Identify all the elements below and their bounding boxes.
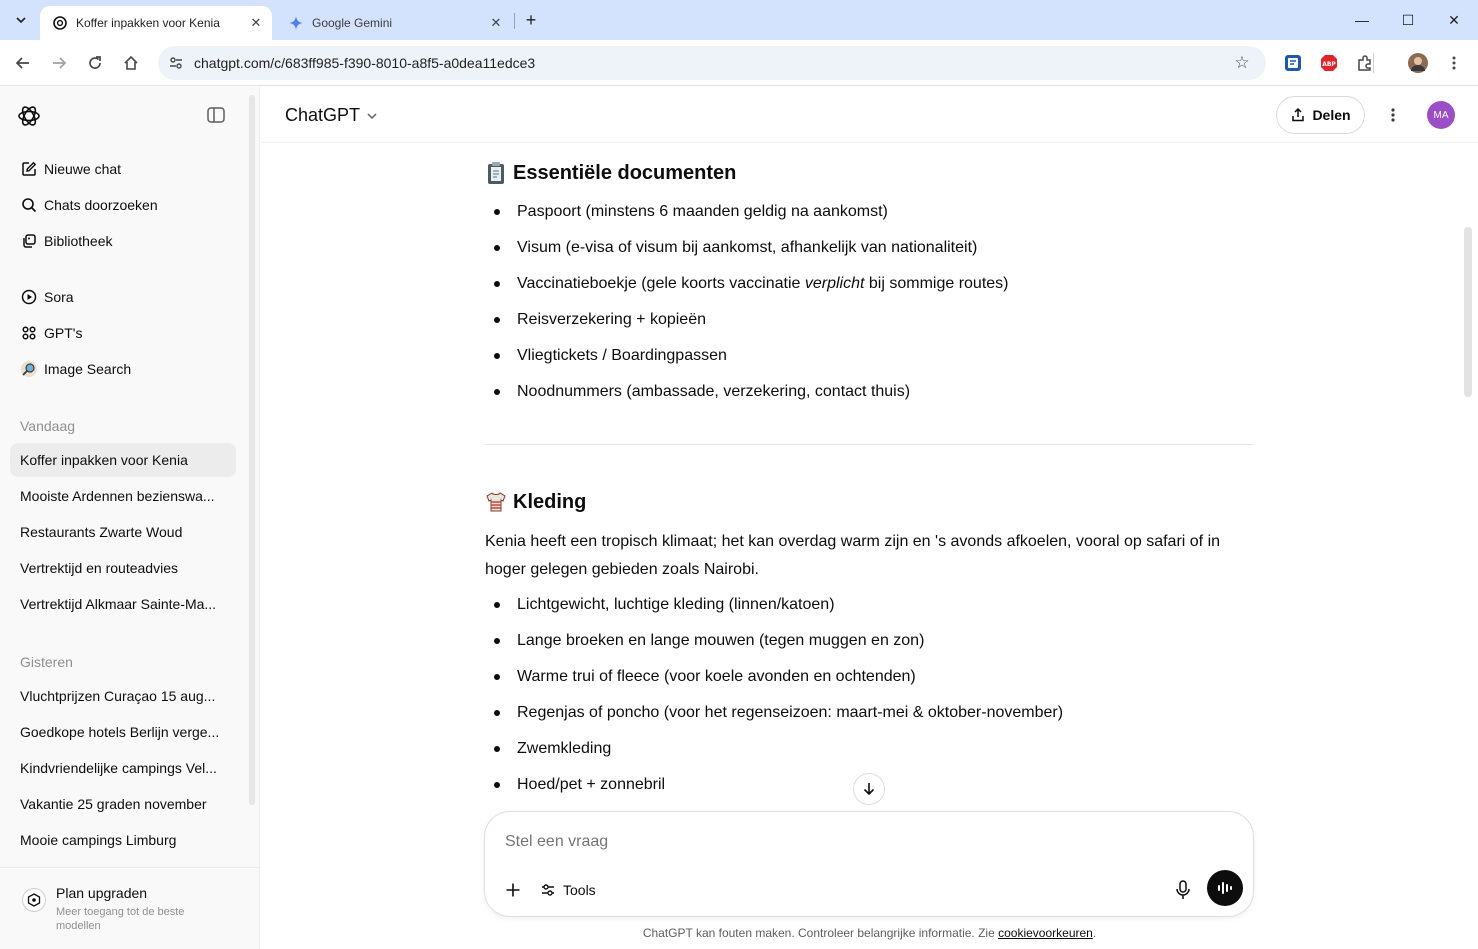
- tools-button[interactable]: [539, 876, 596, 904]
- list-item-text: Lichtgewicht, luchtige kleding (linnen/katoen): [517, 596, 835, 613]
- chat-title: Vertrektijd en routeadvies: [20, 560, 178, 576]
- more-options-button[interactable]: [1381, 103, 1405, 127]
- bullet-icon: [494, 245, 500, 251]
- chat-history-item[interactable]: [10, 479, 236, 513]
- plus-icon: +: [525, 9, 537, 30]
- plus-icon: [505, 882, 521, 898]
- list-item: [485, 623, 1255, 659]
- new-tab-button[interactable]: [520, 9, 542, 31]
- list-item: [485, 731, 1255, 767]
- new-chat-icon: [20, 160, 38, 178]
- chat-history-item[interactable]: [10, 679, 236, 713]
- arrow-down-icon: [862, 782, 876, 796]
- reload-button[interactable]: [82, 50, 108, 76]
- browser-toolbar: [0, 40, 1478, 86]
- bookmark-star-icon[interactable]: ☆: [1234, 53, 1250, 72]
- bullet-icon: [494, 317, 500, 323]
- bullet-icon: [494, 602, 500, 608]
- chat-history-item[interactable]: [10, 787, 236, 821]
- svg-text:ABP: ABP: [1322, 61, 1336, 68]
- cookie-preferences-link[interactable]: cookievoorkeuren: [998, 926, 1093, 940]
- sidebar: [0, 87, 260, 949]
- section-heading-clothing: [485, 490, 586, 514]
- list-item-text: Zwemkleding: [517, 740, 612, 757]
- library-icon: [20, 232, 38, 250]
- arrow-right-icon: [51, 55, 67, 71]
- more-vertical-icon: [1385, 107, 1401, 123]
- bullet-icon: [494, 389, 500, 395]
- chat-title: Goedkope hotels Berlijn verge...: [20, 724, 220, 740]
- section-heading-today: Vandaag: [20, 418, 76, 434]
- dictate-button[interactable]: [1171, 876, 1195, 904]
- close-icon[interactable]: ✕: [490, 15, 502, 30]
- sidebar-item-label: GPT's: [44, 325, 83, 341]
- sidebar-item-label: Chats doorzoeken: [44, 197, 158, 213]
- list-item-text: [517, 275, 1008, 293]
- upgrade-subtitle: Meer toegang tot de beste modellen: [56, 906, 185, 932]
- home-icon: [123, 55, 139, 71]
- upgrade-icon: [22, 888, 46, 912]
- section-heading-yesterday: Gisteren: [20, 654, 73, 670]
- sidebar-item-label: Bibliotheek: [44, 233, 113, 249]
- bullet-icon: [494, 782, 500, 788]
- paragraph-text: Kenia heeft een tropisch klimaat; het kan overdag warm zijn en 's avonds afkoelen, vooral op safari of in hoger gelegen gebieden zoals Nairobi.: [485, 533, 1221, 578]
- model-selector[interactable]: [285, 105, 378, 126]
- new-chat-button[interactable]: [10, 152, 236, 186]
- arrow-left-icon: [15, 55, 31, 71]
- disclaimer-end: .: [1092, 926, 1097, 940]
- chevron-down-icon: [366, 110, 378, 122]
- add-attachment-button[interactable]: [501, 878, 525, 902]
- emphasis-text: verplicht: [804, 275, 865, 292]
- chat-title: Kindvriendelijke campings Vel...: [20, 760, 217, 776]
- main-panel: [261, 87, 1478, 949]
- share-icon: [1290, 107, 1306, 123]
- list-item: [485, 374, 1255, 410]
- list-item: [485, 266, 1255, 302]
- search-chats-button[interactable]: [10, 188, 236, 222]
- list-item-text: Vliegtickets / Boardingpassen: [517, 347, 727, 364]
- shirt-icon: [485, 490, 507, 514]
- chat-title: Mooiste Ardennen bezienswa...: [20, 488, 215, 504]
- sidebar-item-label: Sora: [44, 289, 74, 305]
- chat-history-item[interactable]: [10, 587, 236, 621]
- forward-button[interactable]: [46, 50, 72, 76]
- sidebar-item-sora[interactable]: [10, 280, 236, 314]
- bullet-icon: [494, 209, 500, 215]
- search-icon: [20, 196, 38, 214]
- voice-waveform-icon: [1216, 880, 1234, 896]
- home-button[interactable]: [118, 50, 144, 76]
- list-item-text: Reisverzekering + kopieën: [517, 311, 706, 328]
- chat-title: Vertrektijd Alkmaar Sainte-Ma...: [20, 596, 217, 612]
- sidebar-item-gpts[interactable]: [10, 316, 236, 350]
- grid-icon: [20, 324, 38, 342]
- chat-title: Mooie campings Limburg: [20, 832, 177, 848]
- chatgpt-favicon-icon: [52, 15, 68, 31]
- conversation-header: [261, 87, 1478, 143]
- clipboard-icon: [485, 161, 507, 185]
- gemini-favicon-icon: [288, 15, 304, 31]
- chat-history-item[interactable]: [10, 715, 236, 749]
- list-item: [485, 302, 1255, 338]
- list-item-text: Noodnummers (ambassade, verzekering, contact thuis): [517, 383, 911, 400]
- section-heading-documents: [485, 161, 736, 185]
- close-icon[interactable]: ✕: [250, 15, 262, 30]
- bullet-icon: [494, 353, 500, 359]
- upgrade-title: Plan upgraden: [56, 885, 148, 901]
- profile-avatar-icon[interactable]: [1408, 53, 1428, 73]
- list-item: [485, 695, 1255, 731]
- bullet-icon: [494, 746, 500, 752]
- browser-menu-icon[interactable]: [1444, 53, 1464, 73]
- list-item-text: Paspoort (minstens 6 maanden geldig na aankomst): [517, 203, 888, 220]
- sidebar-toggle-icon[interactable]: [206, 105, 228, 127]
- chat-title: Vakantie 25 graden november: [20, 796, 207, 812]
- chevron-down-icon: [15, 14, 27, 26]
- assistant-message: [485, 143, 1255, 803]
- chat-history-item[interactable]: [10, 443, 236, 477]
- tab-title: Google Gemini: [312, 16, 393, 30]
- tab-search-button[interactable]: [8, 8, 34, 32]
- window-close-button[interactable]: ✕: [1448, 11, 1460, 28]
- tab-title: Koffer inpakken voor Kenia: [76, 16, 220, 30]
- list-item-text: Warme trui of fleece (voor koele avonden en ochtenden): [517, 668, 916, 685]
- tab-google-gemini[interactable]: [276, 6, 512, 40]
- section-divider: [485, 444, 1253, 445]
- bullet-icon: [494, 281, 500, 287]
- list-item-text: Regenjas of poncho (voor het regenseizoen: maart-mei & oktober-november): [517, 704, 1064, 721]
- text-segment: Vaccinatieboekje (gele koorts vaccinatie: [517, 275, 805, 292]
- bullet-icon: [494, 638, 500, 644]
- back-button[interactable]: [10, 50, 36, 76]
- url-text: chatgpt.com/c/683ff985-f390-8010-a8f5-a0dea11edce3: [194, 55, 536, 71]
- library-button[interactable]: [10, 224, 236, 258]
- list-item-text: Hoed/pet + zonnebril: [517, 776, 666, 793]
- tab-divider: [514, 13, 515, 29]
- voice-mode-button[interactable]: [1207, 870, 1243, 906]
- sliders-icon: [539, 881, 557, 899]
- chat-history-item[interactable]: [10, 823, 236, 857]
- site-settings-icon[interactable]: [166, 53, 186, 73]
- list-item: [485, 659, 1255, 695]
- message-composer: [484, 811, 1254, 917]
- scroll-to-bottom-button[interactable]: [853, 773, 885, 805]
- openai-logo-icon[interactable]: [16, 103, 42, 129]
- tools-label: Tools: [563, 882, 596, 898]
- sidebar-item-image-search[interactable]: [10, 352, 236, 386]
- sidebar-scrollbar[interactable]: [249, 95, 255, 805]
- browser-tab-bar: [0, 0, 1478, 40]
- chat-title: Koffer inpakken voor Kenia: [20, 452, 188, 468]
- sidebar-item-label: Nieuwe chat: [44, 161, 122, 177]
- share-label: Delen: [1312, 107, 1351, 123]
- sidebar-item-label: Image Search: [44, 361, 132, 377]
- list-item: [485, 338, 1255, 374]
- list-item-text: Lange broeken en lange mouwen (tegen muggen en zon): [517, 632, 925, 649]
- list-item: [485, 194, 1255, 230]
- address-bar[interactable]: [158, 46, 1266, 80]
- sora-icon: [20, 288, 38, 306]
- chat-title: Restaurants Zwarte Woud: [20, 524, 183, 540]
- user-avatar[interactable]: MA: [1427, 101, 1455, 129]
- chat-title: Vluchtprijzen Curaçao 15 aug...: [20, 688, 216, 704]
- bullet-icon: [494, 674, 500, 680]
- minimize-button[interactable]: —: [1355, 12, 1369, 28]
- image-search-icon: [20, 360, 38, 378]
- adblock-icon[interactable]: [1319, 53, 1339, 73]
- chat-history-item[interactable]: [10, 751, 236, 785]
- microphone-icon: [1175, 880, 1191, 900]
- chat-history-item[interactable]: [10, 551, 236, 585]
- chat-history-item[interactable]: [10, 515, 236, 549]
- disclaimer-body: ChatGPT kan fouten maken. Controleer belangrijke informatie. Zie: [642, 926, 999, 940]
- model-name: ChatGPT: [285, 105, 361, 125]
- conversation-scrollbar[interactable]: [1464, 227, 1472, 397]
- list-item: [485, 230, 1255, 266]
- share-button[interactable]: [1276, 96, 1365, 134]
- tab-koffer-inpakken[interactable]: [40, 6, 272, 40]
- list-item: [485, 587, 1255, 623]
- heading-text: Essentiële documenten: [513, 161, 737, 184]
- list-item-text: Visum (e-visa of visum bij aankomst, afhankelijk van nationaliteit): [517, 239, 978, 256]
- disclaimer-text: [261, 926, 1478, 940]
- heading-text: Kleding: [513, 490, 587, 513]
- upgrade-plan-button[interactable]: [0, 867, 259, 949]
- reload-icon: [87, 55, 103, 71]
- puzzle-extensions-icon[interactable]: [1355, 53, 1375, 73]
- extension-icon[interactable]: [1283, 53, 1303, 73]
- text-segment: bij sommige routes): [864, 275, 1009, 292]
- toolbar-divider: [1373, 53, 1374, 73]
- bullet-icon: [494, 710, 500, 716]
- maximize-button[interactable]: ☐: [1401, 11, 1415, 28]
- message-input[interactable]: [505, 833, 1145, 851]
